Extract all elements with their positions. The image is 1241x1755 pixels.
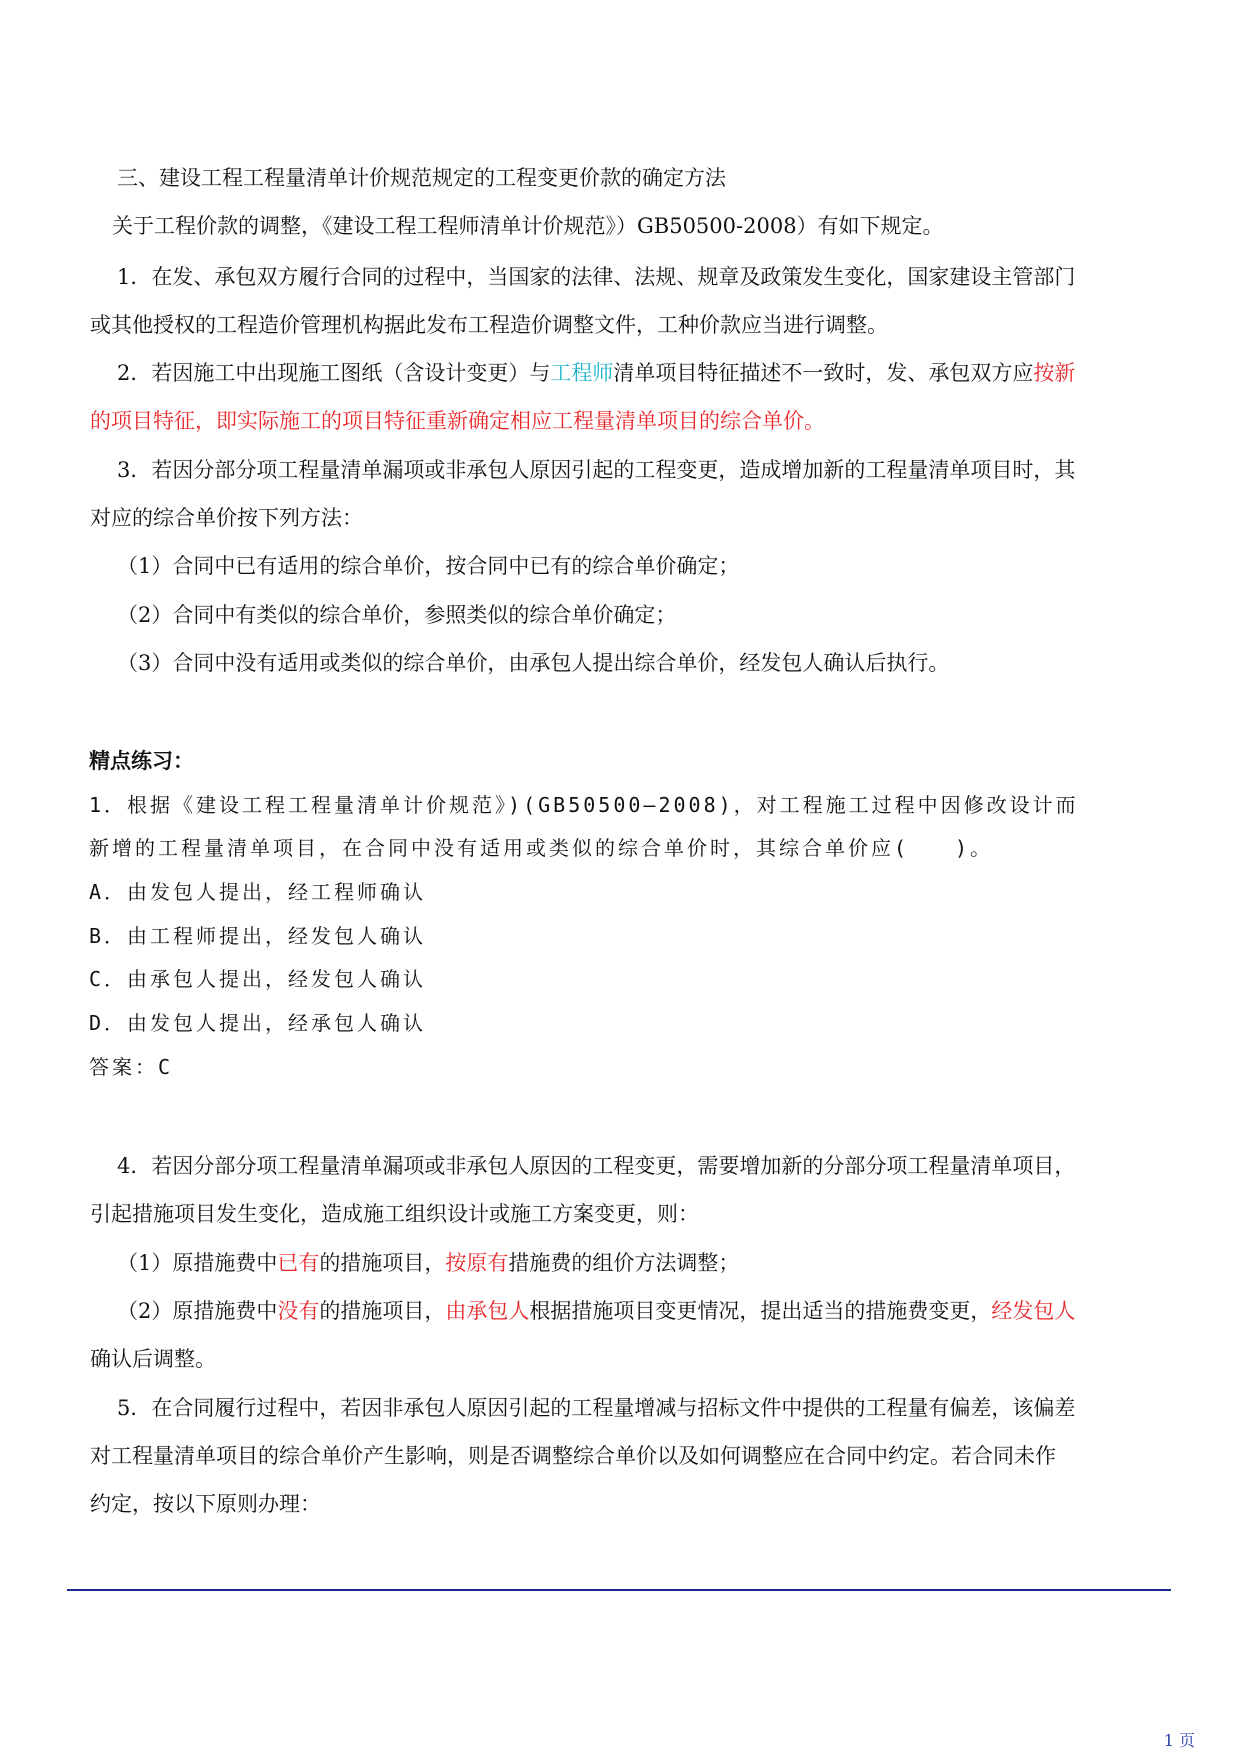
- item4-sub1-text-a: （1）原措施费中: [117, 1251, 278, 1275]
- item4-sub1: [117, 1249, 739, 1277]
- item2-line2: 的项目特征，即实际施工的项目特征重新确定相应工程量清单项目的综合单价。: [90, 409, 825, 433]
- page-number: 1 页: [1163, 1731, 1195, 1750]
- item4-sub2-highlight-none: 没有: [277, 1299, 320, 1323]
- item4-sub1-highlight-existing: 已有: [277, 1251, 320, 1275]
- item5-line2: 对工程量清单项目的综合单价产生影响，则是否调整综合单价以及如何调整应在合同中约定。若合同未作: [90, 1444, 1056, 1468]
- item4-line1: 4．若因分部分项工程量清单漏项或非承包人原因的工程变更，需要增加新的分部分项工程量清单项目，: [117, 1154, 1076, 1178]
- practice-option-c: C．由承包人提出，经发包人确认: [89, 967, 427, 991]
- practice-heading: 精点练习：: [89, 748, 194, 773]
- item4-sub1-text-e: 措施费的组价方法调整；: [508, 1251, 740, 1275]
- item2-highlight-engineer: 工程师: [550, 361, 614, 385]
- practice-question-line2: 新增的工程量清单项目，在合同中没有适用或类似的综合单价时，其综合单价应( )。: [89, 836, 994, 860]
- practice-option-a: A．由发包人提出，经工程师确认: [89, 880, 427, 904]
- item4-sub1-highlight-original: 按原有: [445, 1251, 509, 1275]
- item2-text-a: 2．若因施工中出现施工图纸（含设计变更）与: [117, 361, 551, 385]
- item5-line3: 约定，按以下原则办理：: [90, 1492, 321, 1516]
- item3-sub1: （1）合同中已有适用的综合单价，按合同中已有的综合单价确定；: [117, 554, 740, 578]
- section-heading: 三、建设工程工程量清单计价规范规定的工程变更价款的确定方法: [117, 166, 726, 190]
- item4-sub1-text-c: 的措施项目，: [319, 1251, 446, 1275]
- item4-sub2-highlight-employer: 经发包人: [991, 1299, 1076, 1323]
- item4-sub2: [117, 1297, 1075, 1325]
- item1-line1: 1．在发、承包双方履行合同的过程中，当国家的法律、法规、规章及政策发生变化，国家建设主管部门: [117, 265, 1076, 289]
- item3-sub2: （2）合同中有类似的综合单价，参照类似的综合单价确定；: [117, 603, 677, 627]
- item4-sub2-text-e: 根据措施项目变更情况，提出适当的措施费变更，: [529, 1299, 992, 1323]
- item2-text-c: 清单项目特征描述不一致时，发、承包双方应: [613, 361, 1034, 385]
- item3-sub3: （3）合同中没有适用或类似的综合单价，由承包人提出综合单价，经发包人确认后执行。: [117, 651, 950, 675]
- footer-divider: [67, 1589, 1171, 1591]
- practice-answer: 答案：C: [89, 1055, 174, 1079]
- item3-line1: 3．若因分部分项工程量清单漏项或非承包人原因引起的工程变更，造成增加新的工程量清单项目时，其: [117, 458, 1076, 482]
- item4-sub2-highlight-contractor: 由承包人: [445, 1299, 530, 1323]
- item4-sub2-line2: 确认后调整。: [90, 1347, 216, 1371]
- practice-option-b: B．由工程师提出，经发包人确认: [89, 924, 427, 948]
- item2-highlight-new: 按新: [1033, 361, 1076, 385]
- item1-line2: 或其他授权的工程造价管理机构据此发布工程造价调整文件，工种价款应当进行调整。: [90, 313, 888, 337]
- item4-sub2-text-c: 的措施项目，: [319, 1299, 446, 1323]
- item3-line2: 对应的综合单价按下列方法：: [90, 506, 363, 530]
- item4-sub2-text-a: （2）原措施费中: [117, 1299, 278, 1323]
- practice-question-line1: 1．根据《建设工程工程量清单计价规范》)(GB50500—2008)，对工程施工过程中因修改设计而: [89, 793, 1079, 817]
- item2-line1: [117, 359, 1075, 387]
- intro-paragraph: 关于工程价款的调整，《建设工程工程师清单计价规范》）GB50500-2008）有如下规定。: [112, 214, 944, 238]
- practice-option-d: D．由发包人提出，经承包人确认: [89, 1011, 427, 1035]
- item5-line1: 5．在合同履行过程中，若因非承包人原因引起的工程量增减与招标文件中提供的工程量有偏差，该偏差: [117, 1396, 1076, 1420]
- item4-line2: 引起措施项目发生变化，造成施工组织设计或施工方案变更，则：: [90, 1202, 699, 1226]
